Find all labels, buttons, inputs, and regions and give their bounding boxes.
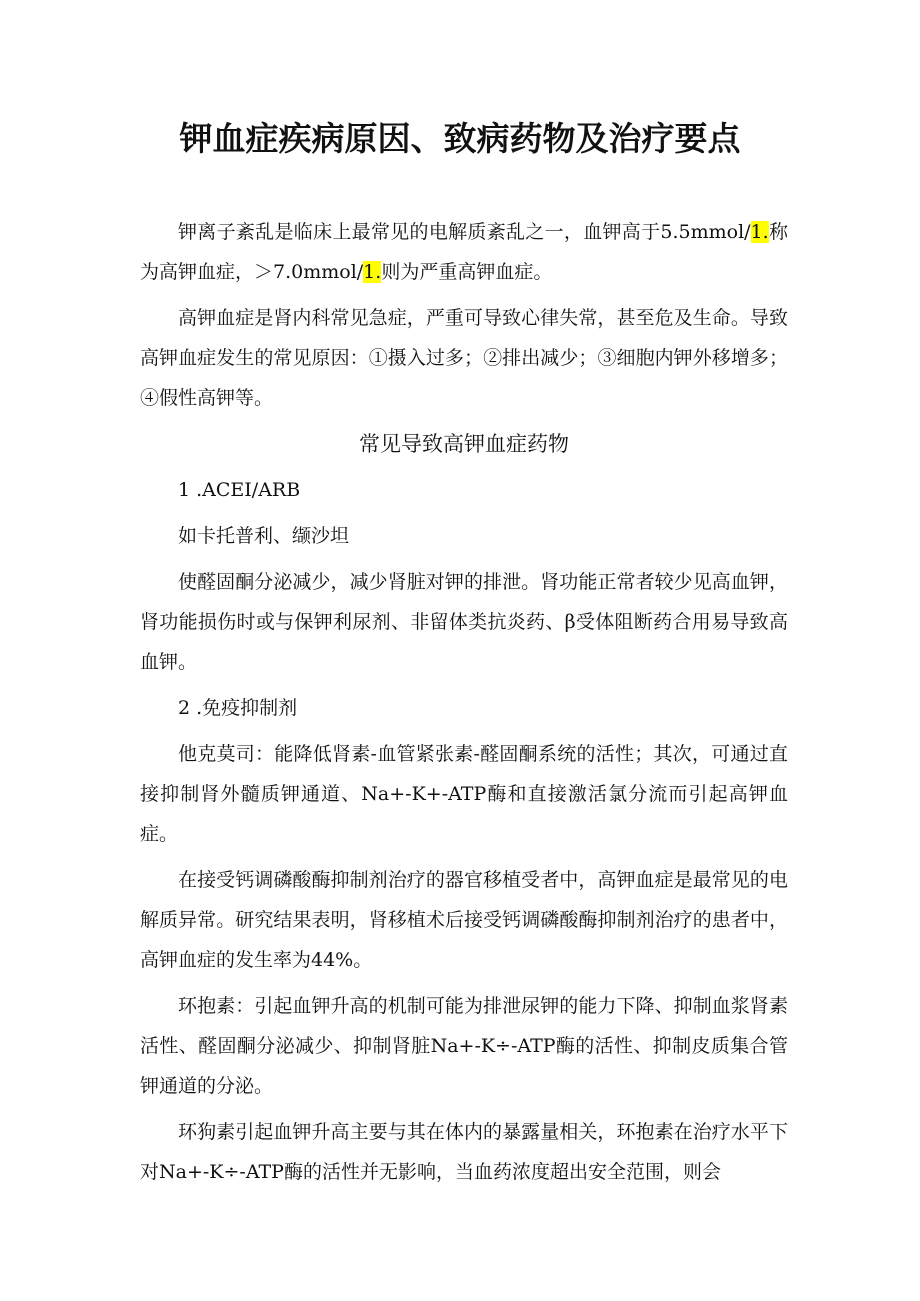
item2-paragraph-transplant: 在接受钙调磷酸酶抑制剂治疗的器官移植受者中，高钾血症是最常见的电解质异常。研究结果表明，肾移植术后接受钙调磷酸酶抑制剂治疗的患者中，高钾血症的发生率为44%。 (140, 869, 788, 971)
item2-paragraph-cyclosporine: 环抱素：引起血钾升高的机制可能为排泄尿钾的能力下降、抑制血浆肾素活性、醛固酮分泌减少、抑制肾脏Na+-K÷-ATP酶的活性、抑制皮质集合管钾通道的分泌。 (140, 995, 788, 1097)
item1-examples: 如卡托普利、缬沙坦 (178, 525, 350, 547)
highlight-mark: 1. (750, 221, 769, 243)
paragraph-causes: 高钾血症是肾内科常见急症，严重可导致心律失常，甚至危及生命。导致高钾血症发生的常见原因：①摄入过多；②排出减少；③细胞内钾外移增多；④假性高钾等。 (140, 307, 788, 409)
intro-text-c: 则为严重高钾血症。 (381, 261, 553, 283)
intro-text-b: 称为高钾血症，＞7.0mmol/ (140, 221, 788, 283)
item2-paragraph-exposure: 环狗素引起血钾升高主要与其在体内的暴露量相关，环抱素在治疗水平下对Na+-K÷-ATP酶的活性并无影响，当血药浓度超出安全范围，则会 (140, 1121, 788, 1183)
item1-body: 使醛固酮分泌减少，减少肾脏对钾的排泄。肾功能正常者较少见高血钾，肾功能损伤时或与保钾利尿剂、非留体类抗炎药、β受体阻断药合用易导致高血钾。 (140, 571, 788, 673)
paragraph-intro (140, 212, 788, 292)
highlight-mark: 1. (363, 261, 382, 283)
item2-paragraph-tacrolimus: 他克莫司：能降低肾素-血管紧张素-醛固酮系统的活性；其次，可通过直接抑制肾外髓质钾通道、Na+-K+-ATP酶和直接激活氯分流而引起高钾血症。 (140, 743, 788, 845)
page-title: 钾血症疾病原因、致病药物及治疗要点 (179, 119, 741, 158)
item2-heading: 2 .免疫抑制剂 (178, 697, 298, 719)
section-heading: 常见导致高钾血症药物 (359, 432, 569, 456)
document-body (140, 212, 788, 1198)
item1-heading: 1 .ACEI/ARB (178, 479, 301, 501)
intro-text-a: 钾离子紊乱是临床上最常见的电解质紊乱之一，血钾高于5.5mmol/ (178, 221, 751, 243)
